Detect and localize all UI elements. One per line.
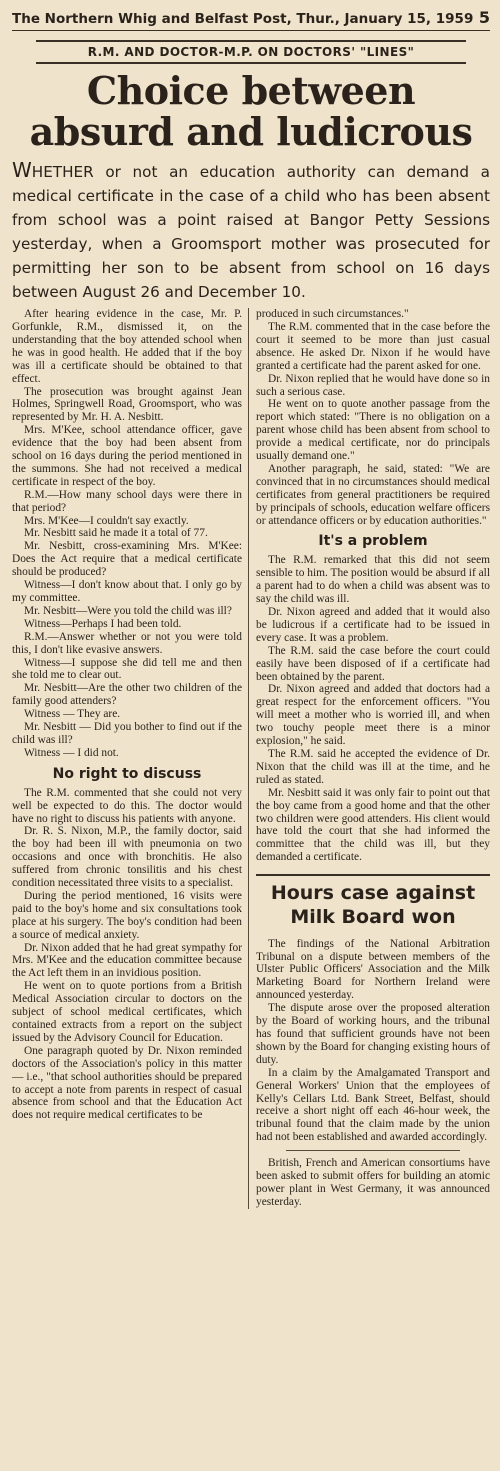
paragraph: Mr. Nesbitt said he made it a total of 77. (24, 527, 208, 540)
intro-text: HETHER or not an education authority can demand a medical certificate in the case of a child who has been absent from school was a point raised at Bangor Petty Sessions yesterday, when a Groomsport mother was prosecuted for permitting her son to be absent from school on 16 days between August 26 and December 10. (12, 163, 490, 302)
divider (286, 1150, 460, 1151)
paragraph: The R.M. said the case before the court could easily have been disposed of if a certificate had been obtained by the parent. (256, 644, 490, 683)
paragraph: The R.M. commented that she could not very well be expected to do this. The doctor would have no right to discuss his patients with anyone. (12, 786, 242, 825)
article-intro (12, 158, 490, 304)
paragraph: Mr. Nesbitt—Were you told the child was ill? (24, 604, 232, 617)
masthead (12, 8, 490, 31)
paragraph: He went on to quote portions from a British Medical Association circular to doctors on the subject of school medical certificates, which contained extracts from a report on the subject issued by the Advisory Council for Education. (12, 980, 242, 1044)
paragraph: Dr. R. S. Nixon, M.P., the family doctor, said the boy had been ill with pneumonia on two occasions and once with bronchitis. He also suffered from chronic tonsilitis and his chest condition necessitated three visits to a specialist. (12, 825, 242, 890)
paragraph: Dr. Nixon replied that he would have done so in such a serious case. (256, 372, 490, 398)
paragraph: Mr. Nesbitt, cross-examining Mrs. M'Kee: Does the Act require that a medical certificate should be produced? (12, 540, 242, 579)
paragraph: Witness — I did not. (24, 746, 119, 759)
publication-line: The Northern Whig and Belfast Post, Thur., January 15, 1959 (12, 11, 474, 27)
paragraph: R.M.—How many school days were there in that period? (12, 488, 242, 514)
paragraph: In a claim by the Amalgamated Transport and General Workers' Union that the employees of Kelly's Cellars Ltd. Bank Street, Belfast, should receive a short night off each 46-hour week, the tribunal found that the claim made by the union had not been established and awarded accordingly. (256, 1066, 490, 1144)
page-number: 5 (478, 8, 490, 27)
paragraph: Witness—I suppose she did tell me and then she told me to clear out. (12, 656, 242, 682)
paragraph: Mr. Nesbitt—Are the other two children of the family good attenders? (12, 682, 242, 708)
paragraph: Another paragraph, he said, stated: "We are convinced that in no circumstances should medical certificates from general practitioners be required by principals of schools, education welfare officers or attendance officers or by education authorities." (256, 462, 490, 527)
paragraph: The prosecution was brought against Jean Holmes, Springwell Road, Groomsport, who was represented by Mr. H. A. Nesbitt. (12, 385, 242, 424)
paragraph: Mrs. M'Kee—I couldn't say exactly. (24, 514, 189, 527)
paragraph: Witness — They are. (24, 708, 121, 721)
paragraph: Dr. Nixon added that he had great sympathy for Mrs. M'Kee and the education committee because the Act left them in an invidious position. (12, 941, 242, 980)
paragraph: After hearing evidence in the case, Mr. P. Gorfunkle, R.M., dismissed it, on the understanding that the boy attended school when he was in good health. He added that if the boy was ill a certificate should be obtained to that effect. (12, 308, 242, 385)
article-headline: Choice between absurd and ludicrous (29, 68, 473, 155)
paragraph: The R.M. commented that in the case before the court it seemed to be more than just casual absence. He asked Dr. Nixon if he would have granted a certificate had the parent asked for one. (256, 320, 490, 372)
article-kicker: R.M. AND DOCTOR-M.P. ON DOCTORS' "LINES" (36, 40, 466, 64)
paragraph: Witness—I don't know about that. I only go by my committee. (12, 579, 242, 604)
paragraph: The findings of the National Arbitration Tribunal on a dispute between members of the Ulster Public Officers' Association and the Milk Marketing Board for Northern Ireland were announced yesterday. (256, 937, 490, 1002)
article-columns (12, 308, 490, 1209)
paragraph: R.M.—Answer whether or not you were told this, I don't like evasive answers. (12, 630, 242, 656)
subheading-its-a-problem: It's a problem (318, 533, 428, 550)
right-column (248, 308, 490, 1209)
paragraph: Mr. Nesbitt said it was only fair to point out that the boy came from a good home and that the other two children were good attenders. His client would have told the court that she had informed the committee that the child was ill, but they demanded a certificate. (256, 786, 490, 864)
paragraph: The R.M. remarked that this did not seem sensible to him. The position would be absurd if all a parent had to do when a child was absent was to say the child was ill. (256, 554, 490, 606)
paragraph: British, French and American consortiums have been asked to submit offers for building an atomic power plant in West Germany, it was announced yesterday. (256, 1157, 490, 1208)
paragraph: Dr. Nixon agreed and added that doctors had a great respect for the enforcement officers. "You will meet a mother who is worried ill, and when two touchy people meet there is a minor explosion," he said. (256, 683, 490, 748)
paragraph: Witness—Perhaps I had been told. (24, 617, 182, 630)
paragraph: The R.M. said he accepted the evidence of Dr. Nixon that the child was ill at the time, and he ruled as stated. (256, 747, 490, 786)
paragraph: Dr. Nixon agreed and added that it would also be ludicrous if a certificate had to be issued in every case. It was a problem. (256, 606, 490, 644)
subheading-no-right-to-discuss: No right to discuss (52, 765, 202, 782)
paragraph: He went on to quote another passage from the report which stated: "There is no obligation on a parent whose child has been absent from school to provide a medical certificate, nor do principals usually demand one." (256, 398, 490, 463)
intro-drop-cap: W (12, 158, 32, 183)
left-column (12, 308, 246, 1209)
paragraph: During the period mentioned, 16 visits were paid to the boy's home and six consultations took place at his surgery. The boy's condition had been a source of medical anxiety. (12, 889, 242, 941)
paragraph: Mr. Nesbitt — Did you bother to find out if the child was ill? (12, 721, 242, 746)
paragraph: produced in such circumstances." (256, 308, 409, 321)
paragraph: The dispute arose over the proposed alteration by the Board of working hours, and the tribunal has found that sufficient grounds have not been shown by the Board for changing existing hours of duty. (256, 1002, 490, 1066)
article2-headline: Hours case against Milk Board won (256, 874, 490, 930)
paragraph: Mrs. M'Kee, school attendance officer, gave evidence that the boy had been absent from school on 16 days during the period mentioned in the summons. She had not received a medical certificate in respect of the boy. (12, 424, 242, 488)
paragraph: One paragraph quoted by Dr. Nixon reminded doctors of the Association's policy in this matter — i.e., "that school authorities should be prepared to accept a note from parents in respect of casual absence from school and that the Education Act does not require medical certificates to be (12, 1044, 242, 1122)
